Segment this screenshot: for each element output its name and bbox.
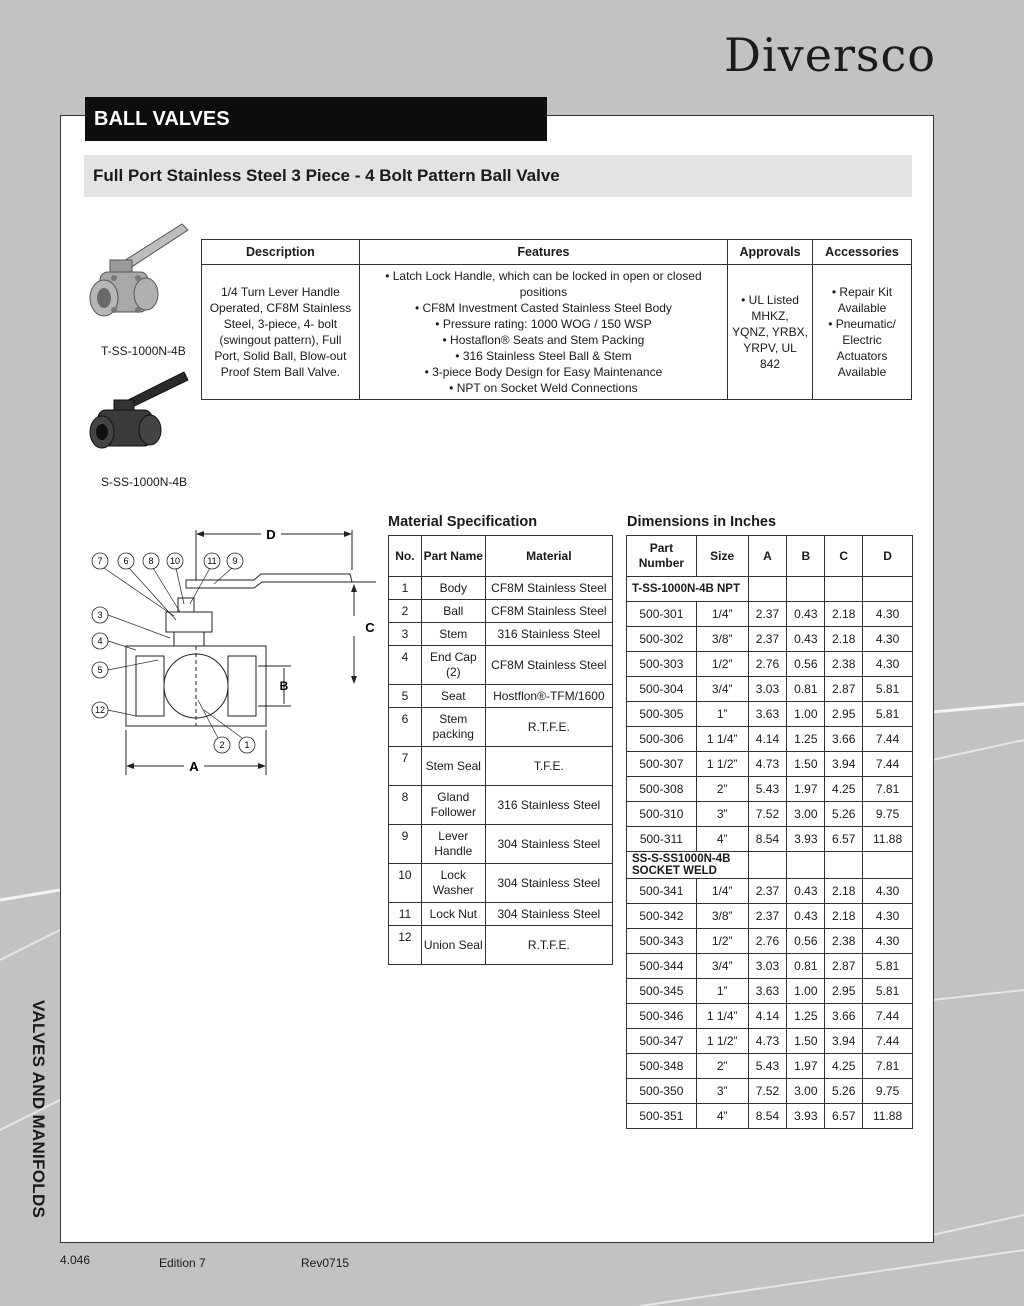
image-caption-2: S-SS-1000N-4B: [101, 475, 188, 489]
material-row: [389, 577, 613, 600]
dim-cell-part-number: 500-311: [627, 827, 697, 852]
dim-cell-a: 4.14: [748, 1004, 787, 1029]
dim-cell-c: 2.87: [825, 677, 863, 702]
dim-group-row: [627, 577, 913, 602]
material-row: [389, 825, 613, 864]
dim-cell-part-number: 500-304: [627, 677, 697, 702]
dim-row: [627, 904, 913, 929]
dim-cell-d: 4.30: [863, 627, 913, 652]
side-category-label: [22, 1000, 52, 1250]
dim-cell-b: 0.56: [787, 652, 825, 677]
dim-cell-b: 0.56: [787, 929, 825, 954]
mat-cell-part: Stem Seal: [421, 747, 485, 786]
dim-cell-a: 4.73: [748, 1029, 787, 1054]
dim-row: [627, 752, 913, 777]
mat-cell-no: 10: [389, 864, 422, 903]
dim-cell-b: 1.97: [787, 777, 825, 802]
mat-cell-part: Stem packing: [421, 708, 485, 747]
dim-cell-a: 2.76: [748, 652, 787, 677]
dim-cell-c: 4.25: [825, 777, 863, 802]
spec-approvals: • UL Listed MHKZ, YQNZ, YRBX, YRPV, UL 842: [728, 265, 813, 400]
image-caption-1: T-SS-1000N-4B: [101, 344, 186, 358]
dim-cell-b: 0.43: [787, 904, 825, 929]
side-label-text: VALVES AND MANIFOLDS: [29, 1000, 48, 1219]
dim-label-d: D: [266, 527, 276, 542]
dim-cell-b: 0.43: [787, 627, 825, 652]
mat-cell-part: Union Seal: [421, 926, 485, 965]
dim-cell-a: 3.63: [748, 979, 787, 1004]
section-title: BALL VALVES: [85, 97, 547, 141]
feature-item: • 316 Stainless Steel Ball & Stem: [455, 349, 632, 363]
mat-cell-part: End Cap (2): [421, 646, 485, 685]
mat-cell-material: Hostflon®-TFM/1600: [485, 685, 612, 708]
product-title: Full Port Stainless Steel 3 Piece - 4 Bolt Pattern Ball Valve: [84, 155, 912, 197]
mat-cell-part: Lock Nut: [421, 903, 485, 926]
mat-cell-material: CF8M Stainless Steel: [485, 577, 612, 600]
dim-cell-c: 3.66: [825, 1004, 863, 1029]
footer-page-number: 4.046: [60, 1253, 91, 1267]
mat-header-part: Part Name: [421, 536, 485, 577]
dim-cell-size: 1”: [696, 979, 748, 1004]
dim-cell-d: 4.30: [863, 602, 913, 627]
dim-row: [627, 702, 913, 727]
dim-cell-size: 1 1/4”: [696, 1004, 748, 1029]
spec-table: [201, 239, 912, 400]
dim-row: [627, 879, 913, 904]
dim-cell-d: 7.44: [863, 727, 913, 752]
dim-cell-a: 7.52: [748, 802, 787, 827]
dim-cell-d: 7.44: [863, 1004, 913, 1029]
dim-cell-d: 4.30: [863, 652, 913, 677]
dim-cell-size: 1”: [696, 702, 748, 727]
spec-header-accessories: Accessories: [813, 240, 912, 265]
mat-cell-no: 4: [389, 646, 422, 685]
dim-row: [627, 827, 913, 852]
dim-cell-c: 2.38: [825, 652, 863, 677]
dim-cell-size: 1/2”: [696, 929, 748, 954]
dim-cell-d: 11.88: [863, 1104, 913, 1129]
dim-cell-part-number: 500-342: [627, 904, 697, 929]
dim-label-a: A: [189, 759, 199, 774]
dim-row: [627, 777, 913, 802]
dim-cell-a: 3.63: [748, 702, 787, 727]
dim-cell-b: 1.97: [787, 1054, 825, 1079]
callout-1: 1: [244, 740, 250, 750]
dim-row: [627, 1054, 913, 1079]
dim-cell-d: 7.81: [863, 1054, 913, 1079]
valve-photo-s-ss-1000n-4b: [84, 368, 192, 458]
dim-row: [627, 602, 913, 627]
dim-cell-d: 9.75: [863, 1079, 913, 1104]
dim-cell-d: 5.81: [863, 702, 913, 727]
material-row: [389, 600, 613, 623]
dim-group-empty-cell: [787, 577, 825, 602]
spec-features: [359, 265, 727, 400]
spec-description: 1/4 Turn Lever Handle Operated, CF8M Stainless Steel, 3-piece, 4- bolt (swingout pattern), Full Port, Solid Ball, Blow-out Proof Stem Ball Valve.: [202, 265, 360, 400]
dim-group-empty-cell: [748, 577, 787, 602]
dim-cell-b: 1.00: [787, 702, 825, 727]
mat-cell-part: Lock Washer: [421, 864, 485, 903]
mat-cell-material: R.T.F.E.: [485, 708, 612, 747]
dim-cell-b: 1.25: [787, 727, 825, 752]
material-spec-table: [388, 535, 613, 965]
dim-cell-a: 2.76: [748, 929, 787, 954]
dim-header-a: A: [748, 536, 787, 577]
dim-cell-part-number: 500-346: [627, 1004, 697, 1029]
material-row: [389, 747, 613, 786]
mat-cell-material: CF8M Stainless Steel: [485, 600, 612, 623]
dim-cell-size: 3/4”: [696, 677, 748, 702]
dim-cell-part-number: 500-306: [627, 727, 697, 752]
dim-row: [627, 1029, 913, 1054]
dim-cell-part-number: 500-351: [627, 1104, 697, 1129]
dim-cell-size: 3/8”: [696, 627, 748, 652]
dim-cell-part-number: 500-310: [627, 802, 697, 827]
material-row: [389, 646, 613, 685]
feature-item: • NPT on Socket Weld Connections: [449, 381, 638, 395]
dim-cell-c: 2.95: [825, 702, 863, 727]
dim-row: [627, 1004, 913, 1029]
dim-cell-c: 2.18: [825, 904, 863, 929]
dim-cell-size: 1/2”: [696, 652, 748, 677]
dim-cell-size: 1/4”: [696, 602, 748, 627]
dim-cell-c: 3.94: [825, 752, 863, 777]
material-row: [389, 786, 613, 825]
dim-cell-size: 3/8”: [696, 904, 748, 929]
material-row: [389, 903, 613, 926]
dim-cell-part-number: 500-308: [627, 777, 697, 802]
dim-cell-size: 4”: [696, 827, 748, 852]
dim-cell-c: 2.18: [825, 879, 863, 904]
dim-cell-a: 2.37: [748, 904, 787, 929]
callout-4: 4: [97, 636, 103, 646]
valve-photo-t-ss-1000n-4b: [84, 214, 192, 334]
dim-cell-d: 9.75: [863, 802, 913, 827]
mat-cell-part: Stem: [421, 623, 485, 646]
dim-cell-size: 1 1/4”: [696, 727, 748, 752]
material-spec-title: Material Specification: [388, 514, 538, 530]
mat-cell-part: Ball: [421, 600, 485, 623]
dim-cell-part-number: 500-341: [627, 879, 697, 904]
mat-cell-no: 3: [389, 623, 422, 646]
dim-group-label: T-SS-1000N-4B NPT: [627, 577, 749, 602]
dim-cell-d: 11.88: [863, 827, 913, 852]
dim-label-c: C: [365, 620, 375, 635]
mat-cell-no: 2: [389, 600, 422, 623]
dim-cell-a: 7.52: [748, 1079, 787, 1104]
dim-cell-a: 4.14: [748, 727, 787, 752]
dim-cell-c: 2.18: [825, 602, 863, 627]
callout-9: 9: [232, 556, 238, 566]
dim-cell-size: 1 1/2”: [696, 752, 748, 777]
mat-cell-part: Seat: [421, 685, 485, 708]
callout-6: 6: [123, 556, 129, 566]
dim-header-b: B: [787, 536, 825, 577]
mat-header-material: Material: [485, 536, 612, 577]
mat-cell-no: 6: [389, 708, 422, 747]
dim-cell-size: 2”: [696, 777, 748, 802]
dim-cell-c: 6.57: [825, 1104, 863, 1129]
dim-label-b: B: [279, 679, 289, 693]
dim-group-empty-cell: [748, 852, 787, 879]
callout-8: 8: [148, 556, 154, 566]
dim-cell-c: 6.57: [825, 827, 863, 852]
dim-cell-d: 4.30: [863, 904, 913, 929]
mat-cell-material: 304 Stainless Steel: [485, 903, 612, 926]
accessory-item: • Pneumatic/ Electric Actuators Available: [828, 317, 896, 379]
dim-cell-part-number: 500-303: [627, 652, 697, 677]
dim-cell-c: 4.25: [825, 1054, 863, 1079]
footer-revision: Rev0715: [301, 1256, 350, 1270]
dim-cell-size: 3”: [696, 1079, 748, 1104]
dim-cell-b: 0.81: [787, 954, 825, 979]
callout-7: 7: [97, 556, 103, 566]
dim-cell-b: 1.00: [787, 979, 825, 1004]
mat-cell-no: 9: [389, 825, 422, 864]
dim-cell-d: 7.81: [863, 777, 913, 802]
dimensions-title: Dimensions in Inches: [627, 514, 777, 530]
mat-header-no: No.: [389, 536, 422, 577]
callout-11: 11: [207, 556, 217, 566]
dim-cell-part-number: 500-302: [627, 627, 697, 652]
mat-cell-material: 316 Stainless Steel: [485, 623, 612, 646]
dim-row: [627, 1104, 913, 1129]
dim-row: [627, 1079, 913, 1104]
dim-cell-d: 7.44: [863, 752, 913, 777]
spec-header-features: Features: [359, 240, 727, 265]
dim-cell-part-number: 500-347: [627, 1029, 697, 1054]
callout-10: 10: [169, 556, 181, 566]
dim-row: [627, 727, 913, 752]
dim-cell-size: 3/4”: [696, 954, 748, 979]
feature-item: • Pressure rating: 1000 WOG / 150 WSP: [435, 317, 652, 331]
dim-cell-size: 4”: [696, 1104, 748, 1129]
dim-cell-c: 2.38: [825, 929, 863, 954]
feature-item: • 3-piece Body Design for Easy Maintenance: [424, 365, 663, 379]
dim-cell-b: 1.50: [787, 752, 825, 777]
mat-cell-material: T.F.E.: [485, 747, 612, 786]
mat-cell-no: 7: [389, 747, 422, 786]
callout-3: 3: [97, 610, 103, 620]
dim-cell-d: 7.44: [863, 1029, 913, 1054]
material-row: [389, 623, 613, 646]
dim-row: [627, 979, 913, 1004]
dim-group-label: SS-S-SS1000N-4B SOCKET WELD: [627, 852, 749, 879]
spec-accessories: [813, 265, 912, 400]
mat-cell-part: Lever Handle: [421, 825, 485, 864]
material-row: [389, 926, 613, 965]
dim-cell-a: 2.37: [748, 879, 787, 904]
dim-cell-d: 5.81: [863, 979, 913, 1004]
valve-cross-section-diagram: [86, 520, 375, 780]
dimensions-table: [626, 535, 913, 1129]
dim-cell-size: 1/4”: [696, 879, 748, 904]
spec-header-description: Description: [202, 240, 360, 265]
dim-cell-c: 2.95: [825, 979, 863, 1004]
dim-cell-c: 3.66: [825, 727, 863, 752]
mat-cell-part: Body: [421, 577, 485, 600]
dim-cell-part-number: 500-343: [627, 929, 697, 954]
dim-cell-a: 4.73: [748, 752, 787, 777]
mat-cell-material: 316 Stainless Steel: [485, 786, 612, 825]
feature-item: • Latch Lock Handle, which can be locked in open or closed positions: [385, 269, 702, 299]
dim-cell-a: 8.54: [748, 1104, 787, 1129]
mat-cell-no: 5: [389, 685, 422, 708]
dim-cell-d: 5.81: [863, 677, 913, 702]
dim-cell-part-number: 500-348: [627, 1054, 697, 1079]
dim-row: [627, 802, 913, 827]
dim-row: [627, 677, 913, 702]
footer-edition: Edition 7: [159, 1256, 206, 1270]
dim-cell-size: 3”: [696, 802, 748, 827]
material-row: [389, 685, 613, 708]
dim-cell-part-number: 500-345: [627, 979, 697, 1004]
dim-cell-d: 4.30: [863, 929, 913, 954]
callout-12: 12: [94, 705, 106, 715]
feature-item: • Hostaflon® Seats and Stem Packing: [442, 333, 645, 347]
brand-logo: Diversco: [724, 28, 936, 82]
dim-cell-size: 2”: [696, 1054, 748, 1079]
mat-cell-part: Gland Follower: [421, 786, 485, 825]
mat-cell-material: 304 Stainless Steel: [485, 864, 612, 903]
dim-cell-part-number: 500-307: [627, 752, 697, 777]
mat-cell-no: 1: [389, 577, 422, 600]
mat-cell-no: 11: [389, 903, 422, 926]
dim-cell-size: 1 1/2”: [696, 1029, 748, 1054]
callout-2: 2: [219, 740, 225, 750]
accessory-item: • Repair Kit Available: [831, 285, 893, 315]
dim-header-c: C: [825, 536, 863, 577]
mat-cell-material: R.T.F.E.: [485, 926, 612, 965]
dim-cell-part-number: 500-305: [627, 702, 697, 727]
dim-cell-b: 3.93: [787, 1104, 825, 1129]
dim-cell-c: 5.26: [825, 802, 863, 827]
dim-cell-b: 1.25: [787, 1004, 825, 1029]
dim-cell-part-number: 500-350: [627, 1079, 697, 1104]
dim-cell-c: 5.26: [825, 1079, 863, 1104]
dim-group-empty-cell: [863, 577, 913, 602]
material-row: [389, 864, 613, 903]
callout-5: 5: [97, 665, 103, 675]
dim-cell-b: 0.81: [787, 677, 825, 702]
dim-group-empty-cell: [825, 577, 863, 602]
mat-cell-no: 8: [389, 786, 422, 825]
dim-group-empty-cell: [825, 852, 863, 879]
dim-row: [627, 652, 913, 677]
spec-header-approvals: Approvals: [728, 240, 813, 265]
mat-cell-material: CF8M Stainless Steel: [485, 646, 612, 685]
dim-cell-part-number: 500-344: [627, 954, 697, 979]
material-row: [389, 708, 613, 747]
dim-cell-a: 8.54: [748, 827, 787, 852]
dim-cell-c: 3.94: [825, 1029, 863, 1054]
dim-header-size: Size: [696, 536, 748, 577]
dim-cell-a: 3.03: [748, 677, 787, 702]
dim-cell-a: 5.43: [748, 777, 787, 802]
dim-cell-d: 5.81: [863, 954, 913, 979]
dim-cell-part-number: 500-301: [627, 602, 697, 627]
dim-row: [627, 954, 913, 979]
dim-cell-b: 0.43: [787, 879, 825, 904]
dim-cell-a: 3.03: [748, 954, 787, 979]
dim-group-row: [627, 852, 913, 879]
dim-cell-b: 0.43: [787, 602, 825, 627]
dim-cell-a: 5.43: [748, 1054, 787, 1079]
dim-header-d: D: [863, 536, 913, 577]
dim-row: [627, 929, 913, 954]
dim-group-empty-cell: [787, 852, 825, 879]
dim-header-part-number: Part Number: [627, 536, 697, 577]
dim-cell-b: 3.00: [787, 1079, 825, 1104]
dim-cell-a: 2.37: [748, 627, 787, 652]
dim-row: [627, 627, 913, 652]
feature-item: • CF8M Investment Casted Stainless Steel Body: [414, 301, 672, 315]
dim-cell-a: 2.37: [748, 602, 787, 627]
dim-cell-c: 2.87: [825, 954, 863, 979]
mat-cell-no: 12: [389, 926, 422, 965]
dim-cell-b: 3.00: [787, 802, 825, 827]
dim-cell-c: 2.18: [825, 627, 863, 652]
dim-group-empty-cell: [863, 852, 913, 879]
dim-cell-b: 1.50: [787, 1029, 825, 1054]
dim-cell-b: 3.93: [787, 827, 825, 852]
mat-cell-material: 304 Stainless Steel: [485, 825, 612, 864]
dim-cell-d: 4.30: [863, 879, 913, 904]
